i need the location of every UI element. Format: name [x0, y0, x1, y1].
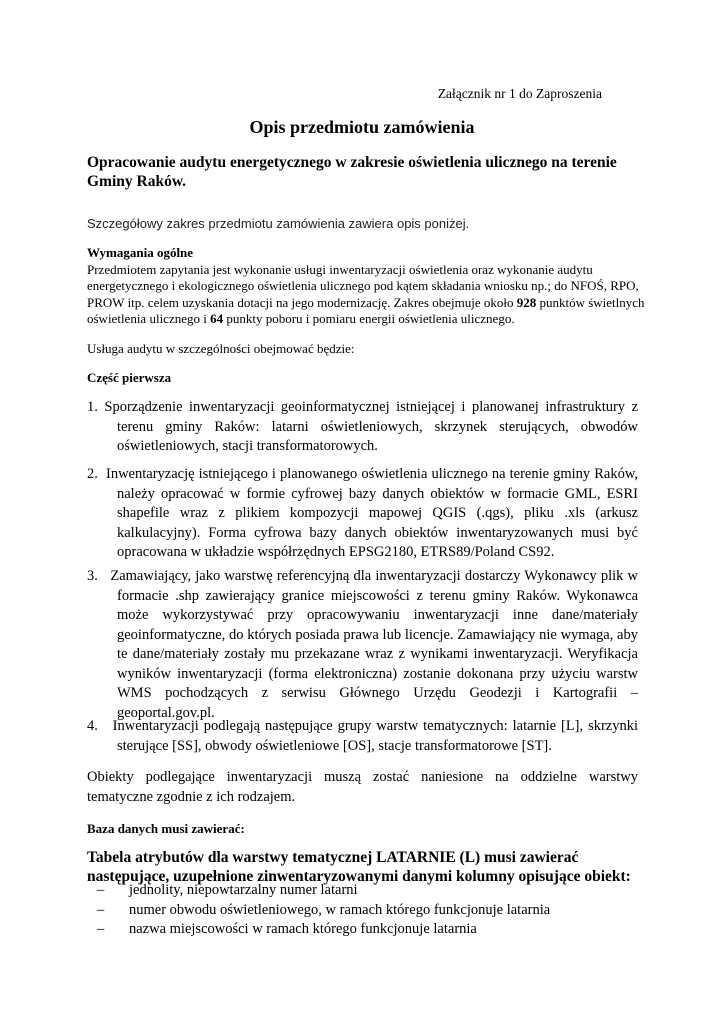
- database-heading: Baza danych musi zawierać:: [87, 821, 245, 836]
- list-item-number: 1.: [87, 399, 98, 415]
- general-requirements-text: Przedmiotem zapytania jest wykonanie usługi inwentaryzacji oświetlenia oraz wykonanie audytu energetycznego i ekologicznego oświetlenia ulicznego pod kątem składania wniosku np.; do NFOŚ, RPO, PROW itp. celem uzyskania dotacji na jego modernizację. Zakres obejmuje około 928 punktów świetlnych oświetlenia ulicznego i 64 punkty poboru i pomiaru energii oświetlenia ulicznego.: [87, 261, 645, 326]
- dash-bullet-icon: –: [97, 901, 105, 918]
- dash-bullet-icon: –: [97, 921, 105, 937]
- objects-text: Obiekty podlegające inwentaryzacji muszą zostać naniesione na oddzielne warstwy tematyczne zgodnie z ich rodzajem.: [87, 769, 638, 805]
- list-item: [87, 398, 638, 457]
- list-item: [87, 465, 638, 563]
- part-one-heading: Część pierwsza: [87, 370, 172, 385]
- page-title: Opis przedmiotu zamówienia: [249, 117, 475, 137]
- list-item: – nazwa miejscowości w ramach którego funkcjonuje latarnia: [97, 920, 550, 940]
- audit-intro: Usługa audytu w szczególności obejmować będzie:: [87, 341, 355, 356]
- general-requirements-heading: Wymagania ogólne: [87, 245, 194, 260]
- attribute-list: [97, 881, 550, 940]
- list-item-number: 4.: [87, 718, 98, 734]
- list-item-text: Inwentaryzację istniejącego i planowanego oświetlenia ulicznego na terenie gminy Raków, należy opracować w formie cyfrowej bazy danych obiektów w formacie GML, ESRI shapefile wraz z plikiem kompozycji mapowej QGIS (.qgs), pliku .xls (arkusz kalkulacyjny). Forma cyfrowa bazy danych obiektów inwentaryzowanych musi być opracowana w układzie współrzędnych EPSG2180, ETRS89/Poland CS92.: [106, 466, 638, 560]
- light-points-count: 928: [516, 294, 537, 310]
- list-item: – jednolity, niepowtarzalny numer latarni: [97, 881, 550, 901]
- table-attributes-heading: Tabela atrybutów dla warstwy tematycznej LATARNIE (L) musi zawierać następujące, uzupełnione zinwentaryzowanymi danymi kolumny opisujące obiekt:: [87, 849, 631, 885]
- list-item-number: 3.: [87, 568, 98, 584]
- list-item-text: Inwentaryzacji podlegają następujące grupy warstw tematycznych: latarnie [L], skrzynki sterujące [SS], obwody oświetleniowe [OS], stacje transformatorowe [ST].: [112, 718, 638, 754]
- list-item: – numer obwodu oświetleniowego, w ramach którego funkcjonuje latarnia: [97, 901, 550, 921]
- list-item-number: 2.: [87, 466, 98, 482]
- annex-label: Załącznik nr 1 do Zaproszenia: [437, 86, 602, 101]
- scope-text: Szczegółowy zakres przedmiotu zamówienia zawiera opis poniżej.: [87, 216, 470, 231]
- metering-points-count: 64: [210, 311, 224, 326]
- list-item-text: Zamawiający, jako warstwę referencyjną dla inwentaryzacji dostarczy Wykonawcy plik w formacie .shp zawierający granice miejscowości z terenu gminy Raków. Wykonawca może wykorzystywać przy opracowywaniu inwentaryzacji inne dane/materiały geoinformatyczne, do których posiada prawa lub licencje. Zamawiający nie wymaga, aby te dane/materiały zostały mu przekazane wraz z wynikami inwentaryzacji. Weryfikacja wyników inwentaryzacji (forma elektroniczna) zostanie dokonana przy użyciu warstw WMS pochodzących z serwisu Głównego Urzędu Geodezji i Kartografii – geoportal.gov.pl.: [110, 568, 639, 721]
- list-item: [87, 717, 638, 756]
- document-subtitle: Opracowanie audytu energetycznego w zakresie oświetlenia ulicznego na terenie Gminy Raków.: [87, 154, 617, 190]
- dash-bullet-icon: –: [97, 882, 105, 898]
- list-item: [87, 567, 638, 723]
- list-item-text: Sporządzenie inwentaryzacji geoinformatycznej istniejącej i planowanej infrastruktury z terenu gminy Raków: latarni oświetleniowych, skrzynek sterujących, obwodów oświetleniowych, stacji transformatorowych.: [104, 399, 639, 454]
- general-requirements-section: [87, 245, 647, 328]
